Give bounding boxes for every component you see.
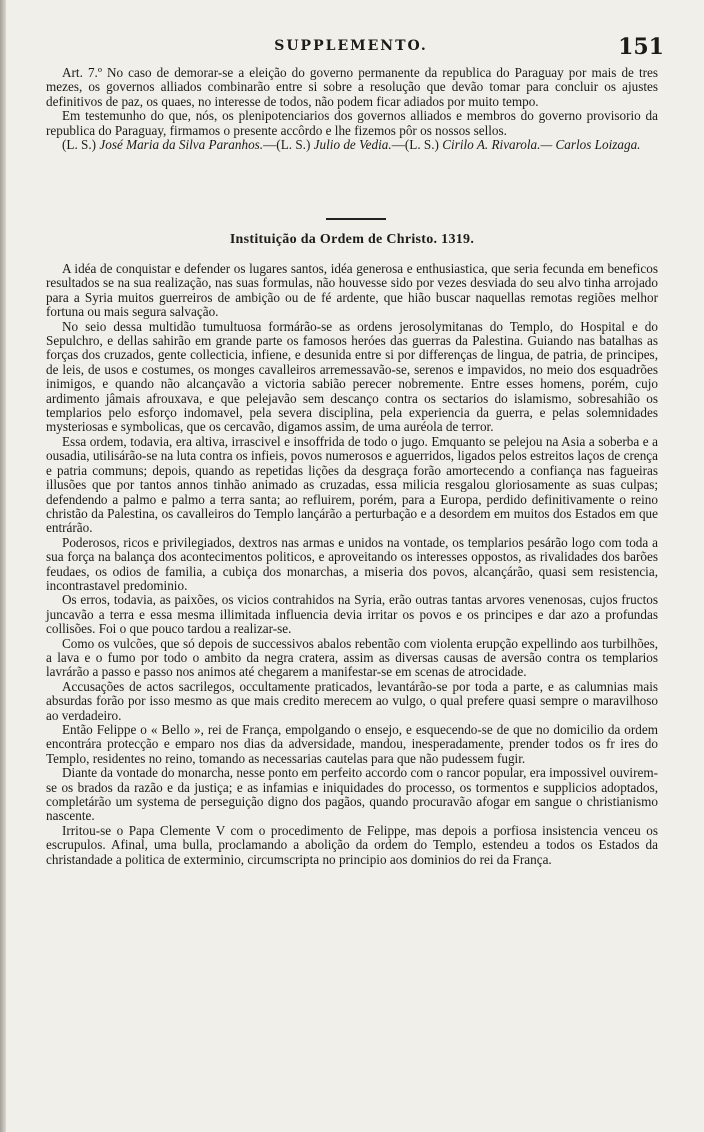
signatory-vedia: Julio de Vedia. [313,137,392,153]
body-paragraph: A idéa de conquistar e defender os lugares santos, idéa generosa e enthusiastica, que seria fecunda em beneficos resultados se na sua realização, nas suas formulas, não houvesse sido por vezes desviada do seu alvo tinha arrojado para a Syria muitos guerreiros de ambição ou de fé ardente, que hião buscar naquellas remotas regiões melhor fortuna ou mais segura salvação. [46,261,658,320]
page-header [38,34,664,60]
seal-2: —(L. S.) [263,137,311,153]
article-7-paragraph: Art. 7.º No caso de demorar-se a eleição do governo permanente da republica do Paraguay por mais de tres mezes, os governos alliados combinarão entre si sobre a resolução que devão tomar para concluir os ajustes definitivos de paz, os quaes, no interesse de todos, não podem ficar adiados por muito tempo. [46,65,658,109]
body-paragraph: Os erros, todavia, as paixões, os vicios contrahidos na Syria, erão outras tantas arvores venenosas, cujos fructos juncavão a terra e essa mesma illimitada influencia devia irritar os povos e os principes e dar azo a profundas collisões. Foi o que pouco tardou a realizar-se. [46,592,658,637]
body-paragraph: Diante da vontade do monarcha, nesse ponto em perfeito accordo com o rancor popular, era impossivel ouvirem-se os brados da razão e da justiça; e as infamias e iniquidades do processo, os tormentos e supplicios adoptados, completárão um systema de perseguição digno dos pagãos, quando procuravão afogar em sangue o christianismo nascente. [46,765,658,824]
page-binding-edge [0,0,6,1132]
opening-block [46,66,658,152]
signatures-line [46,138,658,152]
running-title: SUPPLEMENTO. [274,38,428,54]
section-title: Instituição da Ordem de Christo. 1319. [229,232,475,247]
body-paragraph: Irritou-se o Papa Clemente V com o procedimento de Felippe, mas depois a porfiosa insistencia venceu os escrupulos. Afinal, uma bulla, proclamando a abolição da ordem do Templo, estendeu a todos os Estados da christandade a politica de exterminio, circumscripta no principio aos dominios do rei da França. [46,822,658,867]
body-paragraph: Poderosos, ricos e privilegiados, dextros nas armas e unidos na vontade, os templarios pesárão logo com toda a sua força na balança dos acontecimentos politicos, e aproveitando os interesses oppostos, as rivalidades dos barões feudaes, os odios de familia, a cubiça dos monarchas, a miseria dos povos, alcançárão, quasi sem resistencia, incontrastavel predominio. [46,534,658,593]
body-paragraph: Então Felippe o « Bello », rei de França, empolgando o ensejo, e esquecendo-se de que no domicilio da ordem encontrára protecção e emparo nos dias da adversidade, mandou, inesperadamente, prender todos os fr ires do Templo, residentes no reino, tomando as necessarias cautelas para que não pudessem fugir. [46,722,658,766]
seal-1: (L. S.) [62,137,97,153]
body-paragraph: Accusações de actos sacrilegos, occultamente praticados, levantárão-se por toda a parte, e as calumnias mais absurdas forão por isso mesmo as que mais credito merecem ao vulgo, o qual prefere quasi sempre o maravilhoso ao verdadeiro. [46,678,658,723]
section-divider [326,218,386,220]
testimony-paragraph: Em testemunho do que, nós, os plenipotenciarios dos governos alliados e membros do governo provisorio da republica do Paraguay, firmamos o presente accôrdo e lhe fizemos pôr os nossos sellos. [46,108,658,138]
signatory-rivarola: Cirilo A. Rivarola. [442,137,541,153]
body-paragraph: No seio dessa multidão tumultuosa formárão-se as ordens jerosolymitanas do Templo, do Hospital e do Sepulchro, e dellas sahirão em grande parte os famosos heróes das guerras da Palestina. Guiando nas batalhas as forças dos cruzados, gente collecticia, infiene, e desunida entre si por differenças de lingua, de patria, de principes, de leis, de usos e costumes, os monges cavalleiros arremessavão-se, serenos e impavidos, no meio dos esquadrões inimigos, e quando não alcançavão a victoria sabião perecer nobremente. Entre esses homens, porém, cujo ardimento jâmais afrouxava, e que pelejavão sem descanço contra os sectarios do islamismo, sobresahião os templarios pelo esforço indomavel, pela severa disciplina, pela experiencia da guerra, e pelas solemnidades mysteriosas e symbolicas, que os cercavão, digamos assim, de uma auréola de terror. [46,318,658,435]
section-body [46,262,658,867]
body-paragraph: Como os vulcões, que só depois de successivos abalos rebentão com violenta erupção expellindo aos turbilhões, a lava e o fumo por todo o ambito da negra cratera, assim as diversas causas de aversão contra os templarios lavrárão a passo e passo nos animos até chegarem a manifestar-se em scenas de atrocidade. [46,635,658,680]
page-number: 151 [618,34,664,60]
seal-3: —(L. S.) [391,137,439,153]
body-paragraph: Essa ordem, todavia, era altiva, irrascivel e insoffrida de todo o jugo. Emquanto se pelejou na Asia a soberba e a ousadia, utilisárão-se na luta contra os infieis, povos numerosos e aguerridos, ligados pelos estreitos laços de crença e patria communs; depois, quando as repetidas lições da desgraça forão amortecendo a confiança nas fagueiras illusões que por tantos annos tinhão animado as cruzadas, essa milicia resgalou gloriosamente as suas culpas; defendendo a palmo e palmo a terra santa; ao refluirem, porém, para a Europa, perdido definitivamente o reino christão da Palestina, os cavalleiros do Templo lançárão a perturbação e a desordem em muitos dos Estados em que entrárão. [46,433,658,536]
signatory-loizaga: — Carlos Loizaga. [540,137,641,153]
signatory-paranhos: José Maria da Silva Paranhos. [99,137,264,153]
